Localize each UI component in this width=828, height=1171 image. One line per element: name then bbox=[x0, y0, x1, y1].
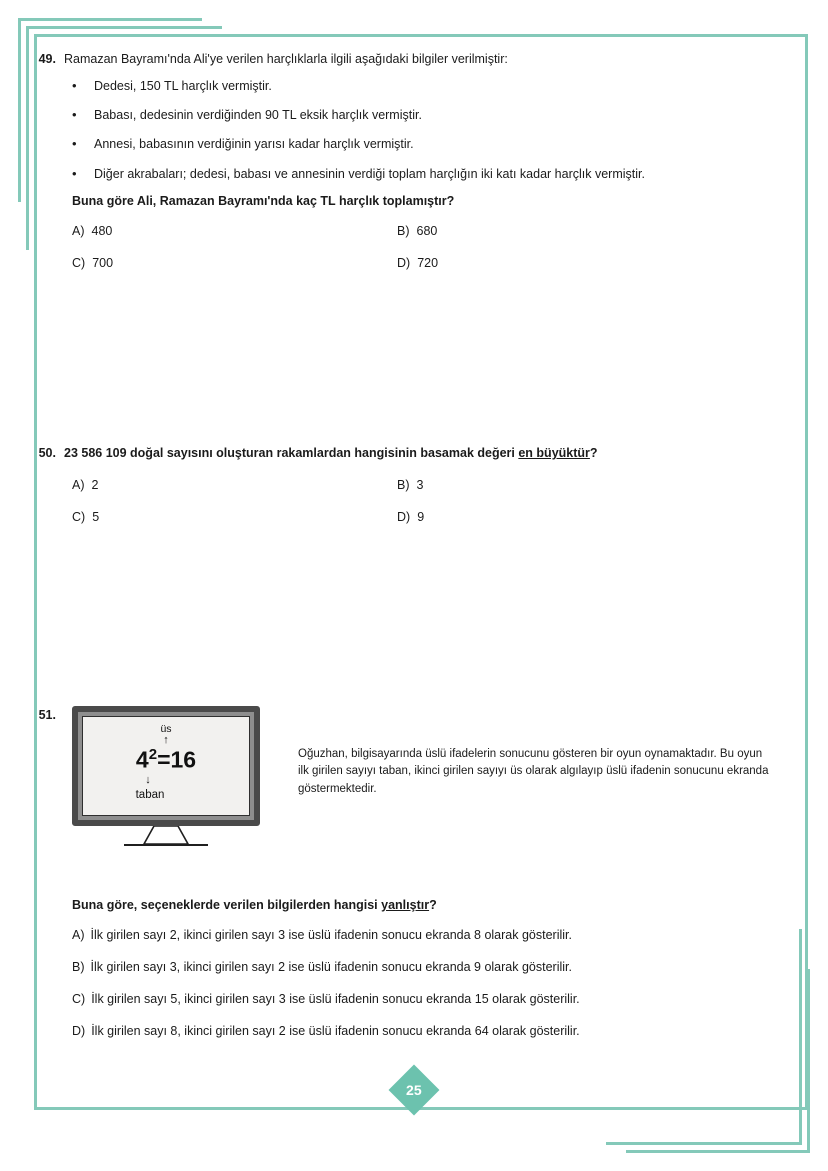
option-d-letter: D) bbox=[397, 255, 411, 270]
option-b[interactable] bbox=[397, 478, 722, 492]
question-49-bullet-list bbox=[34, 77, 808, 183]
bullet-text: Annesi, babasının verdiğinin yarısı kadar harçlık vermiştir. bbox=[94, 137, 414, 152]
question-50-stem bbox=[34, 444, 808, 462]
option-a-letter: A) bbox=[72, 928, 85, 943]
page-number: 25 bbox=[406, 1081, 422, 1098]
bullet-text: Babası, dedesinin verdiğinden 90 TL eksik harçlık vermiştir. bbox=[94, 108, 422, 123]
question-49-stem-text: Ramazan Bayramı'nda Ali'ye verilen harçlıklarla ilgili aşağıdaki bilgiler verilmiştir: bbox=[64, 52, 508, 66]
option-a-text: İlk girilen sayı 2, ikinci girilen sayı 3 ise üslü ifadenin sonucu ekranda 8 olarak gösterilir. bbox=[90, 928, 572, 943]
question-49-options bbox=[34, 224, 808, 270]
option-a-letter: A) bbox=[72, 223, 85, 238]
frame-corner-topleft-outer-vertical bbox=[18, 18, 21, 202]
list-item bbox=[34, 165, 808, 183]
option-a[interactable] bbox=[72, 224, 397, 238]
option-c-text: 700 bbox=[92, 255, 114, 270]
page-content bbox=[34, 34, 808, 1110]
option-c-text: İlk girilen sayı 5, ikinci girilen sayı 3 ise üslü ifadenin sonucu ekranda 15 olarak gösterilir. bbox=[91, 992, 580, 1007]
list-item bbox=[34, 135, 808, 153]
question-49-stem bbox=[34, 50, 808, 68]
frame-corner-topleft-middle-vertical bbox=[26, 26, 29, 250]
option-c[interactable] bbox=[72, 256, 397, 270]
question-51-options bbox=[34, 928, 808, 1038]
option-b-letter: B) bbox=[397, 478, 410, 493]
expression-result: =16 bbox=[157, 746, 197, 773]
question-51 bbox=[34, 706, 808, 1056]
question-50-stem-part1: 23 586 109 doğal sayısını oluşturan rakamlardan hangisinin basamak değeri bbox=[64, 446, 519, 460]
expression-exponent: 2 bbox=[148, 746, 158, 764]
option-c-text: 5 bbox=[92, 510, 100, 525]
question-51-number: 51. bbox=[38, 708, 56, 722]
question-50-stem-text bbox=[64, 444, 808, 462]
monitor-illustration bbox=[34, 706, 272, 852]
option-d-text: İlk girilen sayı 8, ikinci girilen sayı 2 ise üslü ifadenin sonucu ekranda 64 olarak gösterilir. bbox=[91, 1024, 580, 1039]
monitor-stand-icon bbox=[72, 826, 260, 852]
option-b[interactable] bbox=[72, 960, 808, 974]
option-d[interactable] bbox=[72, 1024, 808, 1038]
frame-corner-bottomright-outer-horizontal bbox=[626, 1150, 810, 1153]
option-a[interactable] bbox=[72, 478, 397, 492]
expression-base: 4 bbox=[135, 746, 149, 773]
arrow-up-icon: ↑ bbox=[163, 734, 169, 747]
option-c[interactable] bbox=[72, 992, 808, 1006]
option-a-text: 480 bbox=[91, 223, 113, 238]
option-b-text: 680 bbox=[416, 223, 438, 238]
base-label: taban bbox=[135, 789, 165, 802]
monitor-screen bbox=[82, 716, 250, 816]
frame-corner-topleft-middle-horizontal bbox=[26, 26, 222, 29]
option-d[interactable] bbox=[397, 256, 722, 270]
option-a-text: 2 bbox=[91, 478, 99, 493]
option-b[interactable] bbox=[397, 224, 722, 238]
option-a[interactable] bbox=[72, 928, 808, 942]
bullet-icon: • bbox=[72, 107, 77, 123]
option-row bbox=[72, 256, 808, 270]
option-c-letter: C) bbox=[72, 510, 86, 525]
list-item bbox=[34, 77, 808, 95]
question-51-prompt bbox=[34, 898, 808, 912]
frame-corner-bottomright-middle-horizontal bbox=[606, 1142, 802, 1145]
question-50-number: 50. bbox=[38, 446, 56, 460]
bullet-text: Diğer akrabaları; dedesi, babası ve annesinin verdiği toplam harçlığın iki katı kadar harçlık vermiştir. bbox=[94, 166, 645, 181]
question-50-options bbox=[34, 478, 808, 524]
option-row bbox=[72, 224, 808, 238]
arrow-down-icon: ↓ bbox=[145, 774, 151, 787]
exponent-label: üs bbox=[160, 723, 172, 736]
option-b-letter: B) bbox=[72, 960, 85, 975]
question-51-prompt-part1: Buna göre, seçeneklerde verilen bilgilerden hangisi bbox=[72, 898, 382, 913]
monitor-bezel bbox=[72, 706, 260, 826]
question-49-number: 49. bbox=[38, 52, 56, 66]
question-49 bbox=[34, 50, 808, 288]
question-50-stem-emphasis: en büyüktür bbox=[518, 446, 590, 460]
bullet-icon: • bbox=[72, 165, 77, 181]
bullet-icon: • bbox=[72, 136, 77, 152]
question-49-prompt: Buna göre Ali, Ramazan Bayramı'nda kaç TL harçlık toplamıştır? bbox=[72, 193, 455, 208]
option-b-text: 3 bbox=[416, 478, 424, 493]
option-d-text: 720 bbox=[417, 255, 439, 270]
question-50 bbox=[34, 444, 808, 542]
option-d-letter: D) bbox=[72, 1024, 86, 1039]
option-d-text: 9 bbox=[417, 510, 425, 525]
option-c[interactable] bbox=[72, 510, 397, 524]
question-51-prompt-part2: ? bbox=[429, 898, 437, 913]
option-row bbox=[72, 510, 808, 524]
option-c-letter: C) bbox=[72, 255, 86, 270]
option-row bbox=[72, 478, 808, 492]
option-a-letter: A) bbox=[72, 478, 85, 493]
bullet-text: Dedesi, 150 TL harçlık vermiştir. bbox=[94, 79, 272, 94]
frame-corner-topleft-outer-horizontal bbox=[18, 18, 202, 21]
option-d[interactable] bbox=[397, 510, 722, 524]
power-expression bbox=[83, 747, 249, 772]
list-item bbox=[34, 106, 808, 124]
bullet-icon: • bbox=[72, 78, 77, 94]
question-51-prompt-emphasis: yanlıştır bbox=[381, 898, 430, 913]
question-51-description: Oğuzhan, bilgisayarında üslü ifadelerin sonucunu gösteren bir oyun oynamaktadır. Bu oyun ilk girilen sayıyı taban, ikinci girilen sayıyı üs olarak algılayıp üslü ifadenin sonucunu ekranda göstermektedir. bbox=[298, 748, 769, 795]
question-50-stem-part2: ? bbox=[589, 446, 598, 460]
option-d-letter: D) bbox=[397, 510, 411, 525]
question-51-illustration-row bbox=[34, 706, 808, 852]
option-b-letter: B) bbox=[397, 223, 410, 238]
option-c-letter: C) bbox=[72, 992, 86, 1007]
option-b-text: İlk girilen sayı 3, ikinci girilen sayı 2 ise üslü ifadenin sonucu ekranda 9 olarak gösterilir. bbox=[90, 960, 572, 975]
